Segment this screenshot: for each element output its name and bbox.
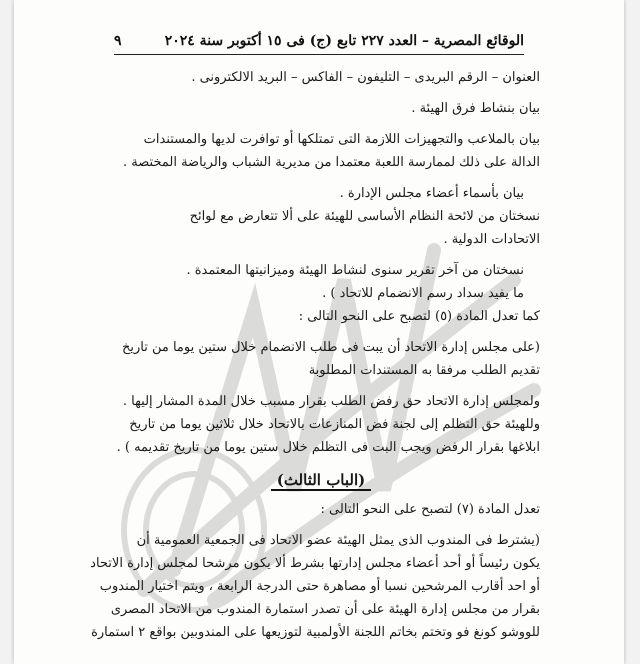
page-header bbox=[114, 28, 524, 55]
text-line: نسختان من لائحة النظام الأساسى للهيئة على ألا تتعارض مع لوائح bbox=[189, 209, 540, 224]
text-line: ولمجلس إدارة الاتحاد حق رفض الطلب بقرار مسبب خلال المدة المشار إليها . bbox=[122, 394, 540, 409]
text-line: بيان بالملاعب والتجهيزات اللازمة التى تمتلكها أو توافرت لديها والمستندات bbox=[143, 132, 540, 147]
text-line: العنوان – الرقم البريدى – التليفون – الفاكس – البريد الالكترونى . bbox=[191, 70, 540, 85]
text-line: نسختان من آخر تقرير سنوى لنشاط الهيئة وميزانيتها المعتمدة . bbox=[186, 263, 524, 278]
header-title: الوقائع المصرية – العدد ٢٢٧ تابع (ج) فى ١٥ أكتوبر سنة ٢٠٢٤ bbox=[164, 33, 524, 49]
text-line: للووشو كونغ فو وتختم بخاتم اللجنة الأولمبية لتوزيعها على المندوبين بواقع ٢ استمارة bbox=[91, 625, 540, 640]
text-line: يكون رئيساً أو أحد أعضاء مجلس إدارتها بشرط ألا يكون مرشحا لمجلس إدارة الاتحاد bbox=[90, 556, 540, 571]
document-body bbox=[90, 66, 540, 644]
section-title-text: (الباب الثالث) bbox=[271, 471, 372, 491]
text-line: بيان بنشاط فرق الهيئة . bbox=[411, 101, 540, 116]
page-number: ٩ bbox=[114, 33, 122, 49]
text-line: وللهيئة حق التظلم إلى لجنة فض المنازعات بالاتحاد خلال ثلاثين يوما من تاريخ bbox=[129, 417, 540, 432]
text-line: ابلاغها بقرار الرفض ويجب البت فى التظلم خلال ستين يوما من تاريخ تقديمه ) . bbox=[116, 440, 540, 455]
document-page bbox=[14, 0, 624, 664]
section-title bbox=[102, 469, 540, 492]
text-line: (على مجلس إدارة الاتحاد أن يبت فى طلب الانضمام خلال ستين يوما من تاريخ bbox=[121, 340, 540, 355]
text-line: بيان بأسماء أعضاء مجلس الإدارة . bbox=[339, 186, 524, 201]
text-line: الدالة على ذلك لممارسة اللعبة معتمدا من مديرية الشباب والرياضة المختصة . bbox=[123, 155, 540, 170]
text-line: الاتحادات الدولية . bbox=[443, 232, 540, 247]
text-line: كما تعدل المادة (٥) لتصبح على النحو التالى : bbox=[298, 309, 540, 324]
text-line: تعدل المادة (٧) لتصبح على النحو التالى : bbox=[320, 502, 540, 517]
text-line: ما يفيد سداد رسم الانضمام للاتحاد ) . bbox=[322, 286, 524, 301]
text-line: بقرار من مجلس إدارة الهيئة على أن تصدر استمارة المندوب من الاتحاد المصرى bbox=[110, 602, 540, 617]
text-line: تقديم الطلب مرفقا به المستندات المطلوبة bbox=[308, 363, 540, 378]
text-line: (يشترط فى المندوب الذى يمثل الهيئة عضو الاتحاد فى الجمعية العمومية أن bbox=[136, 533, 540, 548]
text-line: أو احد أقارب المرشحين نسبا أو مصاهرة حتى الدرجة الرابعة ، ويتم اختيار المندوب bbox=[99, 579, 540, 594]
